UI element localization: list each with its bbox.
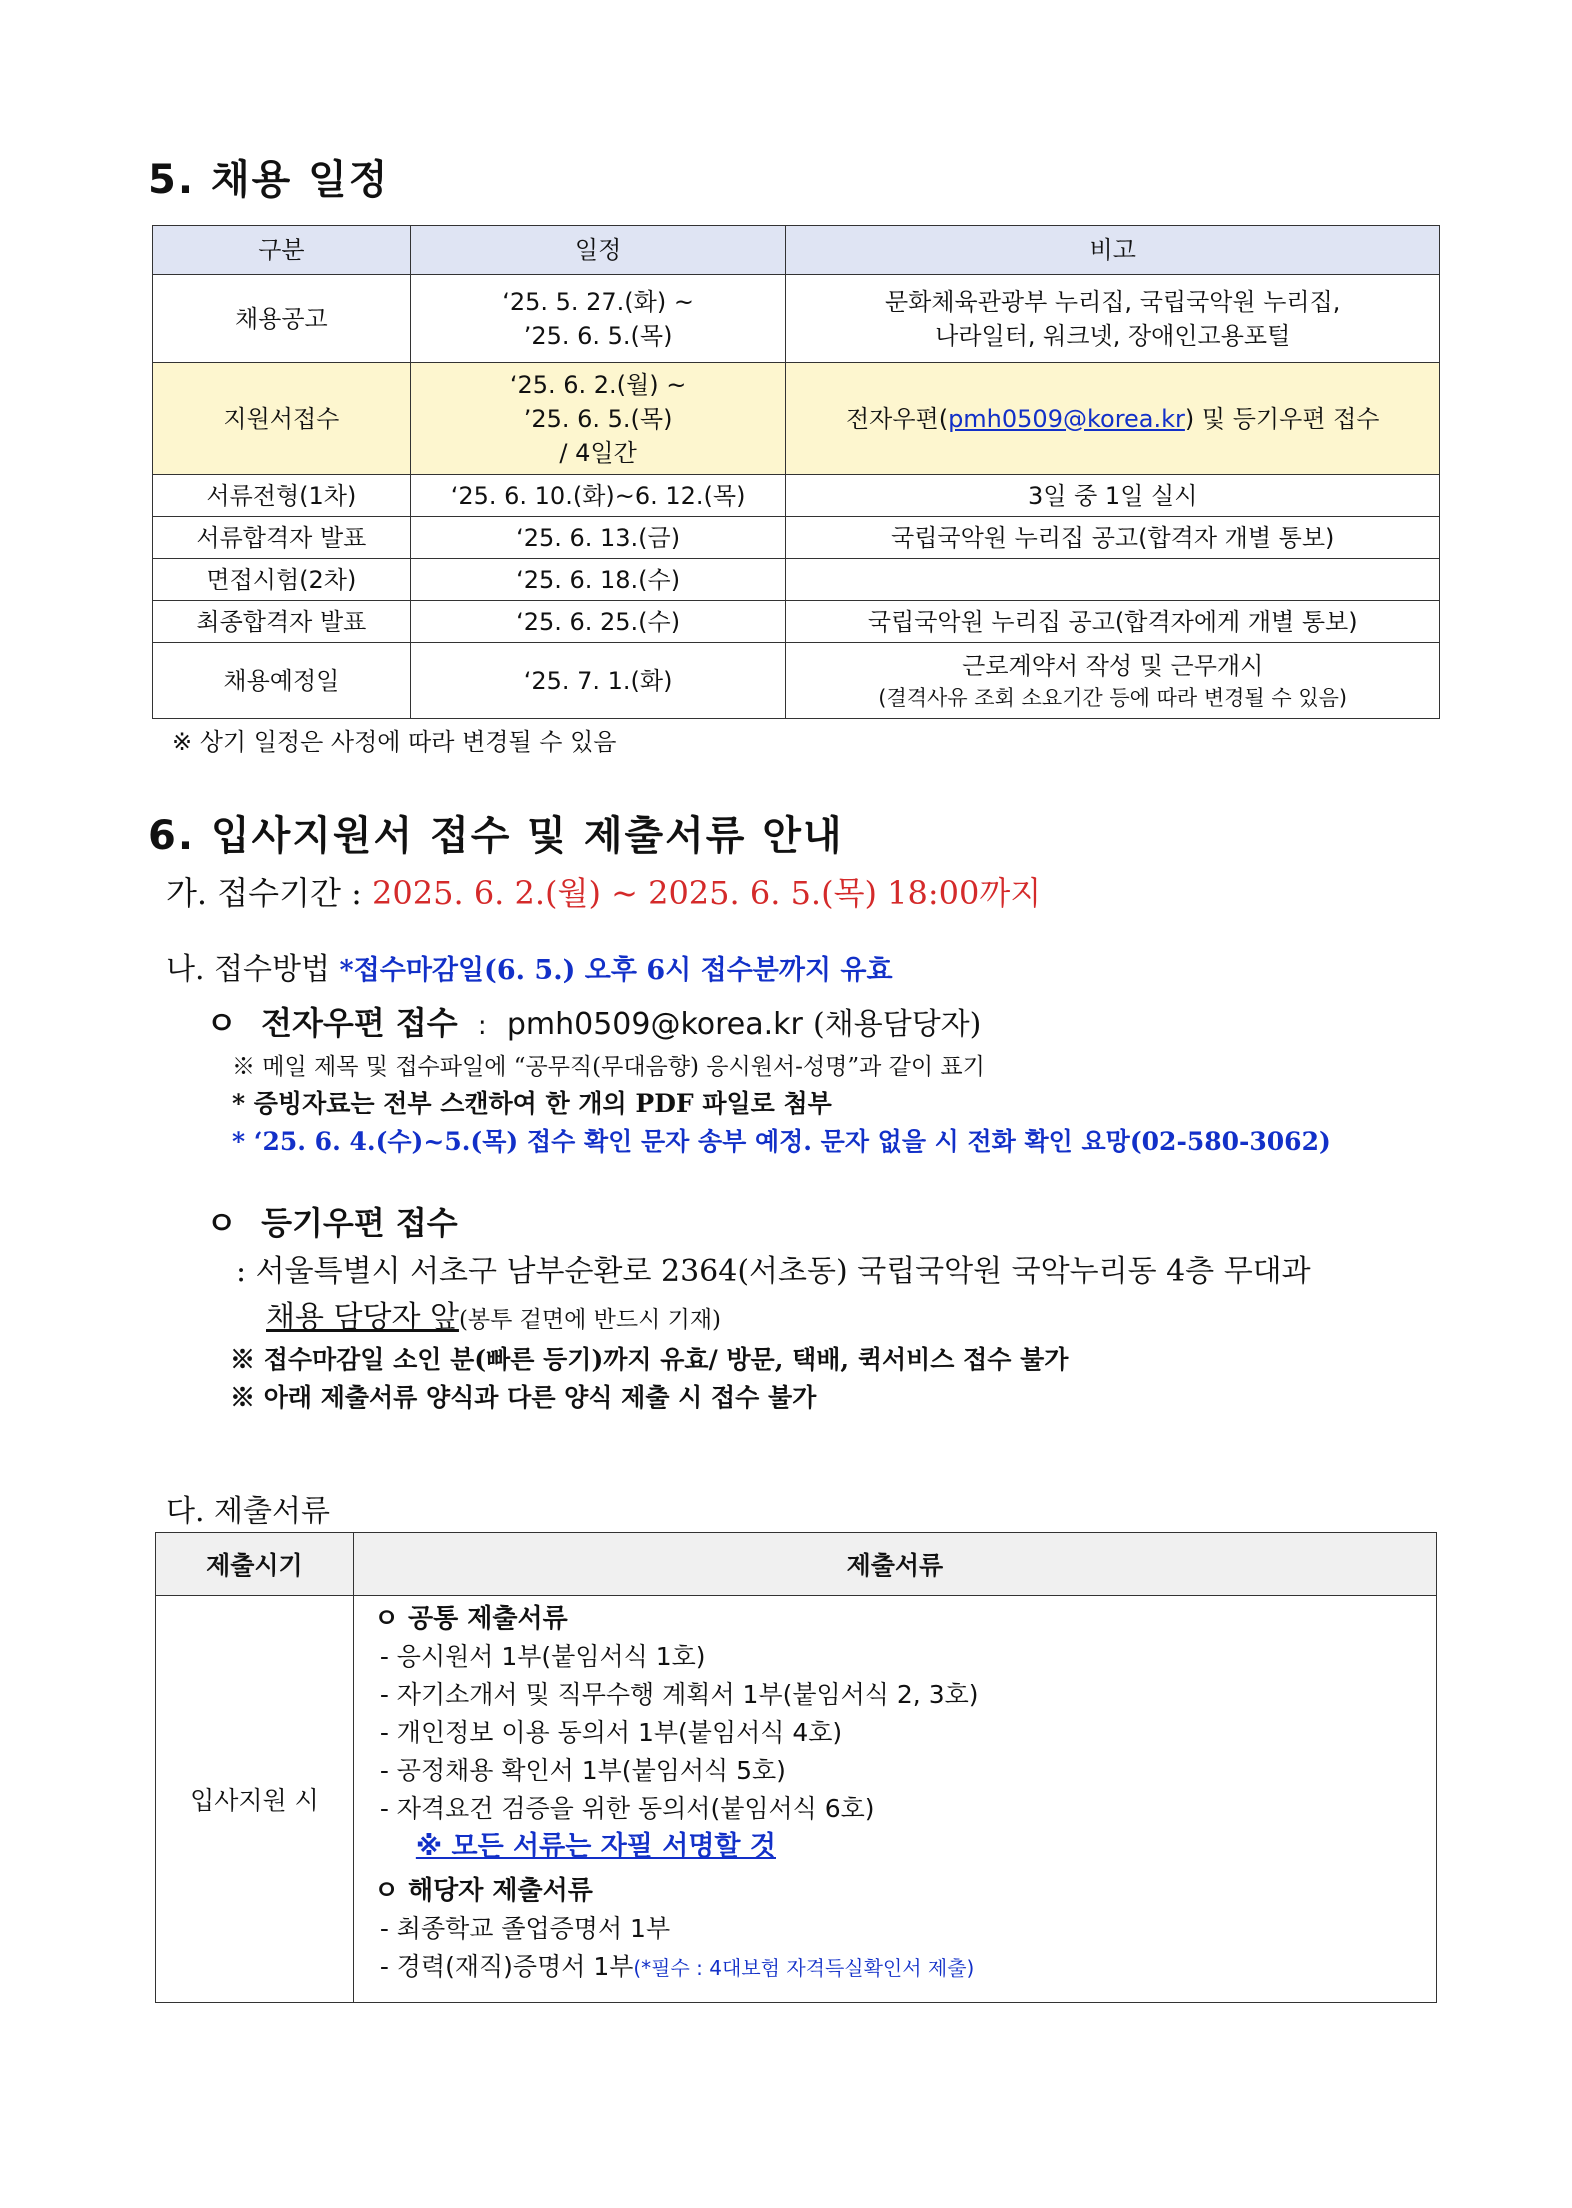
period-label: 가. 접수기간 : [166, 874, 362, 912]
section5-title: 5. 채용 일정 [148, 157, 390, 203]
row-dates: ‘25. 6. 25.(수) [410, 601, 786, 643]
mail-note-deadline: ※ 접수마감일 소인 분(빠른 등기)까지 유효/ 방문, 택배, 퀵서비스 접수 불가 [230, 1345, 1069, 1374]
career-doc-note: (*필수 : 4대보험 자격득실확인서 제출) [633, 1956, 975, 1980]
row-note [786, 643, 1440, 719]
period-line [166, 868, 1041, 914]
bullet-circle: ㅇ [206, 1004, 237, 1042]
table-row [153, 363, 1440, 475]
header-note: 비고 [786, 226, 1440, 275]
row-note [786, 275, 1440, 363]
date-line: ‘25. 5. 27.(화) ~ [502, 287, 694, 316]
list-item: - 자격요건 검증을 위한 동의서(붙임서식 6호) [379, 1794, 875, 1823]
method-line [166, 944, 893, 988]
career-doc: - 경력(재직)증명서 1부 [379, 1952, 634, 1981]
signature-note: ※ 모든 서류는 자필 서명할 것 [415, 1831, 776, 1862]
note-suffix: ) 및 등기우편 접수 [1184, 404, 1380, 433]
mail-recipient [266, 1292, 721, 1336]
email-submission [206, 998, 981, 1044]
row-dates: ‘25. 6. 10.(화)~6. 12.(목) [410, 475, 786, 517]
mail-submission [206, 1198, 458, 1244]
row-dates: ‘25. 6. 18.(수) [410, 559, 786, 601]
date-line: / 4일간 [559, 438, 637, 467]
mail-recipient-main: 채용 담당자 앞 [266, 1300, 459, 1335]
table-row [156, 1596, 1437, 2003]
note-line: 근로계약서 작성 및 근무개시 [962, 651, 1264, 680]
list-item: - 최종학교 졸업증명서 1부 [379, 1914, 671, 1943]
timing-cell: 입사지원 시 [156, 1596, 354, 2003]
method-note: *접수마감일(6. 5.) 오후 6시 접수분까지 유효 [339, 955, 893, 986]
note-prefix: 전자우편( [845, 404, 949, 433]
docs-label: 다. 제출서류 [166, 1494, 330, 1529]
row-note [786, 559, 1440, 601]
header-documents: 제출서류 [353, 1533, 1436, 1596]
date-line: ’25. 6. 5.(목) [523, 321, 673, 350]
row-dates: ‘25. 6. 13.(금) [410, 517, 786, 559]
row-name: 채용공고 [153, 275, 411, 363]
row-name: 최종합격자 발표 [153, 601, 411, 643]
note-line: 나라일터, 워크넷, 장애인고용포털 [935, 321, 1291, 350]
date-line: ’25. 6. 5.(목) [523, 404, 673, 433]
header-schedule: 일정 [410, 226, 786, 275]
date-line: ‘25. 6. 2.(월) ~ [509, 370, 687, 399]
table-row [153, 559, 1440, 601]
table-row [153, 643, 1440, 719]
email-note-sms: * ‘25. 6. 4.(수)~5.(목) 접수 확인 문자 송부 예정. 문자 없을 시 전화 확인 요망(02-580-3062) [232, 1127, 1331, 1156]
row-name: 서류전형(1차) [153, 475, 411, 517]
header-timing: 제출시기 [156, 1533, 354, 1596]
table-row [153, 517, 1440, 559]
row-name: 면접시험(2차) [153, 559, 411, 601]
documents-header-row [156, 1533, 1437, 1596]
mail-title: 등기우편 접수 [261, 1204, 458, 1242]
row-note: 국립국악원 누리집 공고(합격자 개별 통보) [786, 517, 1440, 559]
list-item: - 공정채용 확인서 1부(붙임서식 5호) [379, 1756, 786, 1785]
applicable-docs-title: ㅇ 해당자 제출서류 [373, 1876, 593, 1906]
list-item: - 개인정보 이용 동의서 1부(붙임서식 4호) [379, 1718, 843, 1747]
documents-cell [353, 1596, 1436, 2003]
row-name: 서류합격자 발표 [153, 517, 411, 559]
schedule-header-row [153, 226, 1440, 275]
bullet-circle: ㅇ [206, 1204, 237, 1242]
email-note-title-format: ※ 메일 제목 및 접수파일에 “공무직(무대음향) 응시원서-성명”과 같이 표기 [232, 1054, 985, 1080]
method-label: 나. 접수방법 [166, 952, 330, 987]
email-recipient: (채용담당자) [813, 1007, 982, 1042]
email-note-pdf: * 증빙자료는 전부 스캔하여 한 개의 PDF 파일로 첨부 [232, 1089, 832, 1118]
note-line: (결격사유 조회 소요기간 등에 따라 변경될 수 있음) [878, 685, 1348, 710]
mail-address: : 서울특별시 서초구 남부순환로 2364(서초동) 국립국악원 국악누리동 4층 무대과 [236, 1254, 1311, 1289]
schedule-table [152, 225, 1440, 719]
table-row [153, 601, 1440, 643]
row-name: 지원서접수 [153, 363, 411, 475]
row-note: 국립국악원 누리집 공고(합격자에게 개별 통보) [786, 601, 1440, 643]
email-address[interactable]: pmh0509@korea.kr [506, 1007, 803, 1042]
row-dates: ‘25. 7. 1.(화) [410, 643, 786, 719]
row-dates [410, 363, 786, 475]
mail-recipient-note: (봉투 겉면에 반드시 기재) [458, 1307, 722, 1333]
period-value: 2025. 6. 2.(월) ~ 2025. 6. 5.(목) 18:00까지 [372, 874, 1042, 912]
email-sep: : [477, 1011, 487, 1041]
table-row [153, 475, 1440, 517]
row-dates [410, 275, 786, 363]
table-row [153, 275, 1440, 363]
row-note: 3일 중 1일 실시 [786, 475, 1440, 517]
header-category: 구분 [153, 226, 411, 275]
email-title: 전자우편 접수 [261, 1004, 458, 1042]
common-docs-title: ㅇ 공통 제출서류 [373, 1604, 568, 1634]
note-line: 문화체육관광부 누리집, 국립국악원 누리집, [884, 287, 1341, 316]
mail-note-format: ※ 아래 제출서류 양식과 다른 양식 제출 시 접수 불가 [230, 1383, 817, 1412]
email-link[interactable]: pmh0509@korea.kr [948, 404, 1185, 433]
row-name: 채용예정일 [153, 643, 411, 719]
list-item: - 응시원서 1부(붙임서식 1호) [379, 1642, 706, 1671]
documents-table [155, 1532, 1437, 2003]
schedule-footnote: ※ 상기 일정은 사정에 따라 변경될 수 있음 [172, 728, 617, 756]
section6-title: 6. 입사지원서 접수 및 제출서류 안내 [148, 813, 844, 859]
list-item [374, 1948, 1436, 1987]
row-note [786, 363, 1440, 475]
list-item: - 자기소개서 및 직무수행 계획서 1부(붙임서식 2, 3호) [379, 1680, 979, 1709]
